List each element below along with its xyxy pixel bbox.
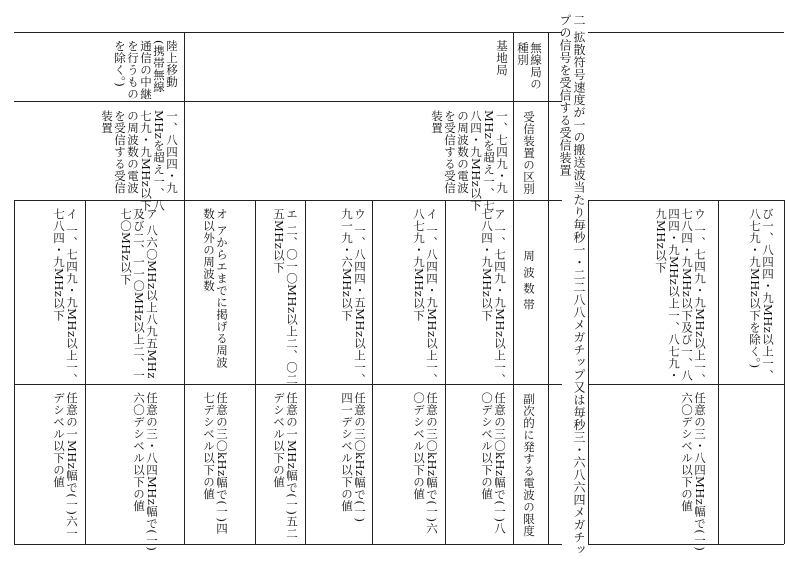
header-station-type: 無線局の 種別 xyxy=(516,42,543,90)
rule-right-mid xyxy=(718,200,719,544)
limit-o-base: 任意の三〇kHz幅で(一)四 七デシベル以下の値 xyxy=(202,392,229,535)
rule-header-col xyxy=(513,32,514,544)
rule-receiver-left xyxy=(14,200,15,544)
band-u-right: ウ 一、七四九・九MHz以上一、 七八四・九MHz以下及び一、八 四四・九MHz以上一、八七九・ 九MHz以下 xyxy=(654,208,707,386)
limit-a-mobile: 任意の三・八四MHz幅で(一) 六〇デシベル以下の値 xyxy=(132,392,159,552)
limit-i-mobile: 任意の一MHz幅で(一)六一 デシベル以下の値 xyxy=(52,392,79,540)
limit-i-base: 任意の三〇kHz幅で(一)六 〇デシベル以下の値 xyxy=(412,392,439,535)
rule-right-end xyxy=(784,200,785,544)
limit-u-base: 任意の三〇kHz幅で(一) 四一デシベル以下の値 xyxy=(340,392,367,523)
rule-table-right xyxy=(548,32,549,544)
rule-band-3 xyxy=(305,200,306,544)
band-a-base: ア 一、七四九・九MHz以上一、 七八四・九MHz以下 xyxy=(480,208,507,386)
rule-right-left xyxy=(588,200,589,544)
station-land-mobile: 陸上移動 (携帯無線 通信の中継 を行うもの を除く。) xyxy=(113,40,179,100)
receiver-category-mobile: 一、八四四・九 MHzを超え一、八 七九・九MHz以下 の周波数の電波 を受信する受信 装置 xyxy=(100,110,179,212)
receiver-category-base: 一、七四九・九 MHzを超え一、七 八四・九MHz以下 の周波数の電波 を受信する受信 装置 xyxy=(430,110,509,212)
rule-station-split xyxy=(184,32,185,544)
row-rule-station xyxy=(14,101,562,102)
top-border-left xyxy=(14,32,562,33)
rule-band-1 xyxy=(85,200,86,544)
limit-e-base: 任意の一MHz幅で(一)五二 デシベル以下の値 xyxy=(272,392,299,540)
row-rule-receiver-right xyxy=(588,200,784,201)
rule-band-5 xyxy=(445,200,446,544)
rule-band-2 xyxy=(255,200,256,544)
band-b-continued: び一、八四四・九MHz以上一、 八七九・九MHz以下を除く。) xyxy=(748,208,775,382)
bottom-border-left xyxy=(14,544,562,545)
station-base: 基地局 xyxy=(495,40,509,76)
band-o-base: オ アからエまでに掲げる周波 数以外の周波数 xyxy=(202,208,229,369)
band-i-base: イ 一、八四四・九MHz以上一、 八七九・九MHz以下 xyxy=(412,208,439,386)
header-limit: 副次的に発する電波の限度 xyxy=(522,393,536,537)
band-a-mobile: ア 八六〇MHz以上八九五MHz 及び二、一一〇MHz以上二、一 七〇MHz以下 xyxy=(119,208,159,382)
band-e-base: エ 二、〇一〇MHz以上二、〇二 五MHz以下 xyxy=(272,208,299,386)
rule-band-4 xyxy=(372,200,373,544)
limit-a-base: 任意の三〇kHz幅で(一)八 〇デシベル以下の値 xyxy=(480,392,507,535)
top-border-right xyxy=(588,32,784,33)
band-u-base: ウ 一、八四四・五MHz以上一、 九一九・六MHz以下 xyxy=(340,208,367,386)
header-frequency-band: 周 波 数 帯 xyxy=(522,250,536,311)
header-receiver-category: 受信装置の区別 xyxy=(522,111,536,195)
section-heading: 二 拡散符号速度が一の搬送波当たり毎秒一・二二八八メガチップ又は毎秒三・六八六四メガチッ プの信号を受信する受信装置 xyxy=(558,14,586,556)
band-i-mobile: イ 一、七四九・九MHz以上一、 七八四・九MHz以下 xyxy=(52,208,79,386)
limit-right: 任意の三・八四MHz幅で(一) 六〇デシベル以下の値 xyxy=(680,392,707,552)
